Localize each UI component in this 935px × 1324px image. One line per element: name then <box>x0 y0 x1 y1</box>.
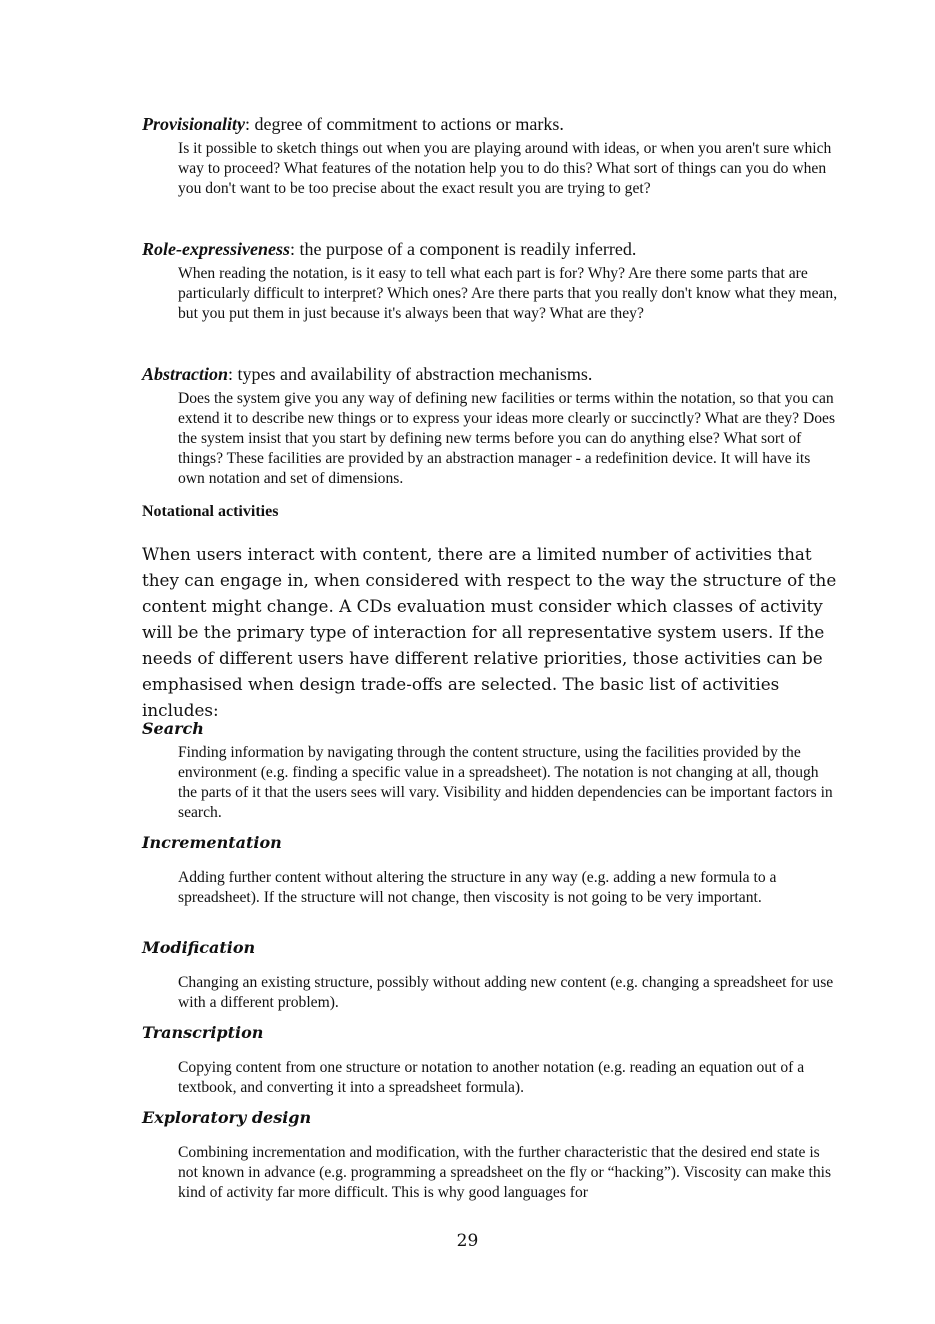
dimension-heading <box>142 113 842 135</box>
activity-name: Incrementation <box>142 833 282 852</box>
activity-description: Finding information by navigating through the content structure, using the facilities provided by the environment (e.g. finding a specific value in a spreadsheet). The notation is not changing at all, though the parts of it that the users sees will vary. Visibility and hidden dependencies can be important factors in search. <box>178 744 833 821</box>
dimension-heading <box>142 238 842 260</box>
activity-name: Modification <box>142 938 256 957</box>
activity-description: Combining incrementation and modification, with the further characteristic that the desired end state is not known in advance (e.g. programming a spreadsheet on the fly or “hacking”). Viscosity can make this kind of activity far more difficult. This is why good languages for <box>178 1144 832 1201</box>
dimension-term: Role-expressiveness <box>142 239 290 259</box>
dimension-questions: When reading the notation, is it easy to tell what each part is for? Why? Are there some parts that are particularly difficult to interpret? Which ones? Are there parts that you really don't know what they mean, but you put them in just because it's always been that way? What are they? <box>178 265 838 322</box>
activity-description: Adding further content without altering the structure in any way (e.g. adding a new formula to a spreadsheet). If the structure will not change, then viscosity is not going to be very important. <box>178 869 777 906</box>
dimension-definition: : types and availability of abstraction mechanisms. <box>228 364 593 384</box>
dimension-definition: : the purpose of a component is readily inferred. <box>289 239 637 259</box>
dimension-definition: : degree of commitment to actions or marks. <box>245 114 564 134</box>
dimension-term: Abstraction <box>142 364 229 384</box>
activity-search <box>142 718 842 823</box>
dimension-heading <box>142 363 842 385</box>
activity-incrementation <box>142 832 842 908</box>
activity-exploratory-design <box>142 1107 842 1203</box>
activity-name: Exploratory design <box>142 1108 312 1127</box>
activity-name: Search <box>142 719 204 738</box>
activity-description: Changing an existing structure, possibly without adding new content (e.g. changing a spreadsheet for use with a different problem). <box>178 974 834 1011</box>
dimension-role-expressiveness <box>142 238 842 324</box>
dimension-abstraction <box>142 363 842 489</box>
intro-paragraph: When users interact with content, there are a limited number of activities that they can engage in, when considered with respect to the way the structure of the content might change. A CDs evaluation must consider which classes of activity will be the primary type of interaction for all representative system users. If the needs of different users have different relative priorities, those activities can be emphasised when design trade-offs are selected. The basic list of activities includes: <box>142 544 837 720</box>
dimension-provisionality <box>142 113 842 199</box>
section-title: Notational activities <box>142 503 279 520</box>
activity-name: Transcription <box>142 1023 264 1042</box>
dimension-questions: Does the system give you any way of defining new facilities or terms within the notation, so that you can extend it to describe new things or to express your ideas more clearly or succinctly? What are they? Does the system insist that you start by defining new terms before you can do anything else? What sort of things? These facilities are provided by an abstraction manager - a redefinition device. It will have its own notation and set of dimensions. <box>178 390 836 487</box>
activity-description: Copying content from one structure or notation to another notation (e.g. reading an equation out of a textbook, and converting it into a spreadsheet formula). <box>178 1059 805 1096</box>
activity-transcription <box>142 1022 842 1098</box>
dimension-questions: Is it possible to sketch things out when you are playing around with ideas, or when you aren't sure which way to proceed? What features of the notation help you to do this? What sort of things can you do when you don't want to be too precise about the exact result you are trying to get? <box>178 140 832 197</box>
dimension-term: Provisionality <box>142 114 245 134</box>
activity-modification <box>142 937 842 1013</box>
page-number: 29 <box>456 1231 479 1251</box>
